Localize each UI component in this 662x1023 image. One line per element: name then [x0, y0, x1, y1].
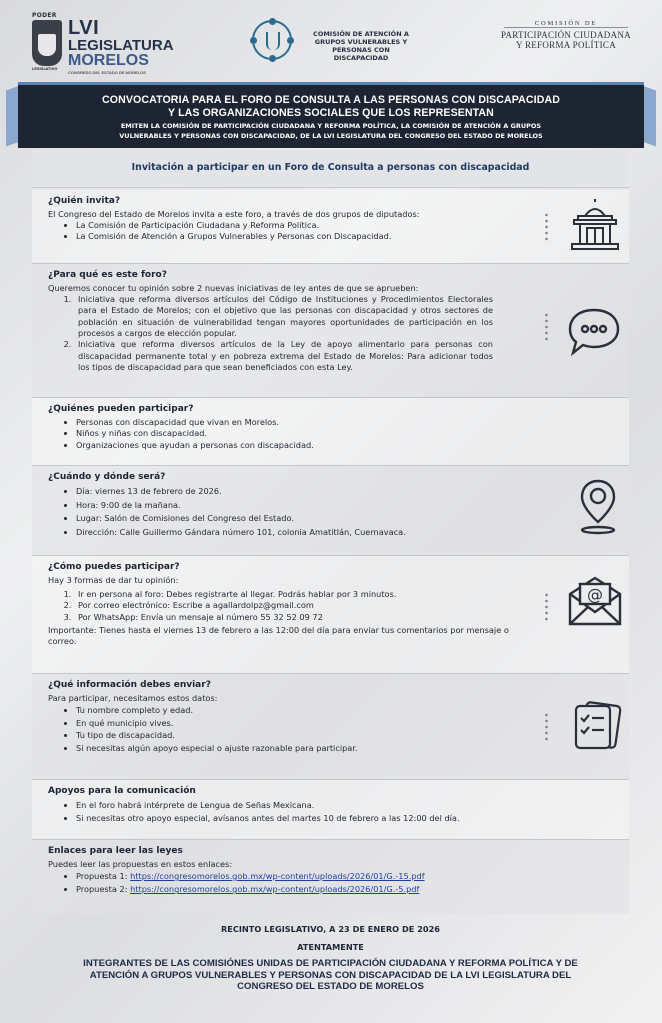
banner-title-line2: Y LAS ORGANIZACIONES SOCIALES QUE LOS REPRESENTAN — [168, 107, 494, 120]
legislature-number: LVI — [68, 17, 100, 39]
dots-divider — [545, 312, 548, 342]
invite-title: Invitación a participar en un Foro de Consulta a personas con discapacidad — [131, 162, 530, 173]
list-item: • Lugar: Salón de Comisiones del Congreso del Estado. — [76, 512, 613, 526]
section-heading: ¿Qué información debes enviar? — [48, 680, 211, 690]
commission-right-line2: Y REFORMA POLÍTICA — [515, 40, 617, 50]
list-item: 2. Por correo electrónico: Escribe a agallardolpz@gmail.com — [74, 600, 613, 611]
place-date: RECINTO LEGISLATIVO, A 23 DE ENERO DE 2026 — [220, 924, 440, 934]
section-heading: ¿Para qué es este foro? — [48, 270, 167, 280]
section-heading: ¿Quién invita? — [48, 196, 121, 206]
list-item: • En el foro habrá intérprete de Lengua de Señas Mexicana. — [76, 799, 613, 812]
commission-right-top: COMISIÓN DE — [534, 20, 598, 27]
signature-block — [32, 924, 629, 993]
email-envelope-icon — [566, 574, 624, 628]
vulnerable-groups-commission-logo — [252, 14, 422, 64]
how-list — [48, 589, 613, 623]
section-law-links — [32, 840, 629, 914]
list-item: • Tu tipo de discapacidad. — [76, 729, 613, 742]
section-heading: Enlaces para leer las leyes — [48, 846, 183, 856]
links-list — [48, 870, 613, 896]
legislature-logo — [32, 12, 174, 75]
signatories: INTEGRANTES DE LAS COMISIÓNES UNIDAS DE PARTICIPACIÓN CIUDADANA Y REFORMA POLÍTICA Y DE ATENCIÓN A GRUPOS VULNERABLES Y PERSONAS CON DISCAPACIDAD DE LA LVI LEGISLATURA DEL CONGRESO DEL ESTADO DE MORELOS — [83, 958, 578, 992]
list-item: • Si necesitas algún apoyo especial o ajuste razonable para participar. — [76, 742, 613, 755]
closing: ATENTAMENTE — [297, 942, 364, 952]
dots-divider — [545, 212, 548, 242]
dots-divider — [545, 712, 548, 742]
section-heading: ¿Quiénes pueden participar? — [48, 404, 194, 414]
section-lead: Hay 3 formas de dar tu opinión: — [48, 575, 179, 585]
inclusion-circle-icon — [252, 20, 292, 60]
purpose-list — [48, 294, 613, 373]
svg-text:@: @ — [587, 585, 603, 604]
proposal-1-link[interactable]: https://congresomorelos.gob.mx/wp-content/uploads/2026/01/G.-15.pdf — [130, 871, 425, 882]
legislature-tagline: CONGRESO DEL ESTADO DE MORELOS — [68, 70, 146, 75]
who-can-list — [48, 417, 613, 451]
section-lead: El Congreso del Estado de Morelos invita a este foro, a través de dos grupos de diputados: — [48, 209, 420, 219]
list-item: 1. Ir en persona al foro: Debes registrarte al llegar. Podrás hablar por 3 minutos. — [74, 589, 613, 600]
list-item: • Personas con discapacidad que vivan en Morelos. — [76, 417, 613, 428]
checklist-icon — [570, 698, 624, 752]
list-item — [76, 870, 613, 883]
banner-title — [18, 94, 644, 120]
list-item: • La Comisión de Participación Ciudadana y Reforma Política. — [76, 220, 613, 231]
list-item: • Hora: 9:00 de la mañana. — [76, 499, 613, 513]
list-item: 1. Iniciativa que reforma diversos artículos del Código de Instituciones y Procedimientos Electorales para el Estado de Morelos; con el objetivo que las personas con discapacidad y otros sectores de población en situación de vulnerabilidad tengan mayores oportunidades de participación en los procesos a cargos de elección popular. — [74, 294, 493, 339]
section-when-where — [32, 466, 629, 556]
deadline-note: Importante: Tienes hasta el viernes 13 de febrero a las 12:00 del día para enviar tus comentarios por mensaje o correo. — [48, 625, 509, 647]
commission-right-line1: PARTICIPACIÓN CIUDADANA — [501, 30, 631, 40]
state-name: MORELOS — [68, 52, 149, 69]
list-item: • Dirección: Calle Guillermo Gándara número 101, colonia Amatitlán, Cuernavaca. — [76, 526, 613, 540]
section-who-invites — [32, 190, 629, 264]
list-item: • En qué municipio vives. — [76, 717, 613, 730]
list-item: • Organizaciones que ayudan a personas con discapacidad. — [76, 440, 613, 451]
section-lead: Puedes leer las propuestas en estos enlaces: — [48, 859, 233, 869]
section-heading: ¿Cómo puedes participar? — [48, 562, 180, 572]
what-list — [48, 704, 613, 755]
section-heading: ¿Cuándo y dónde será? — [48, 472, 166, 482]
proposal-1-label: Propuesta 1: — [76, 871, 131, 882]
vulnerable-commission-name: COMISIÓN DE ATENCIÓN A GRUPOS VULNERABLES Y PERSONAS CON DISCAPACIDAD — [313, 30, 409, 63]
citizen-participation-commission-logo — [496, 20, 636, 50]
section-lead: Para participar, necesitamos estos datos: — [48, 693, 218, 703]
banner-title-line1: CONVOCATORIA PARA EL FORO DE CONSULTA A LAS PERSONAS CON DISCAPACIDAD — [102, 94, 560, 106]
list-item — [76, 883, 613, 896]
section-what-info — [32, 674, 629, 780]
section-how-to-participate — [32, 556, 629, 674]
congress-seal-icon — [32, 20, 62, 66]
section-purpose — [32, 264, 629, 398]
list-item: • La Comisión de Atención a Grupos Vulnerables y Personas con Discapacidad. — [76, 231, 613, 242]
divider — [504, 27, 628, 28]
location-pin-icon — [578, 478, 618, 536]
seal-sub: LEGISLATIVO — [32, 67, 58, 71]
list-item: • Día: viernes 13 de febrero de 2026. — [76, 485, 613, 499]
who-list — [48, 220, 613, 243]
proposal-2-label: Propuesta 2: — [76, 884, 131, 895]
list-item: • Si necesitas otro apoyo especial, avísanos antes del martes 10 de febrero a las 12:00 del día. — [76, 812, 613, 825]
speech-bubble-icon — [566, 306, 622, 358]
page-header — [0, 0, 662, 75]
banner-ribbon-right — [642, 85, 656, 146]
banner-subtitle-line1: EMITEN LA COMISIÓN DE PARTICIPACIÓN CIUDADANA Y REFORMA POLÍTICA, LA COMISIÓN DE ATENCIÓN A GRUPOS — [120, 122, 542, 131]
section-communication-support — [32, 780, 629, 840]
section-who-can-participate — [32, 398, 629, 466]
proposal-2-link[interactable]: https://congresomorelos.gob.mx/wp-content/uploads/2026/01/G.-5.pdf — [130, 884, 420, 895]
banner-subtitle — [18, 122, 644, 141]
legislature-wordmark — [68, 18, 174, 75]
support-list — [48, 799, 613, 825]
when-list — [48, 485, 613, 539]
legislature-word: LEGISLATURA — [68, 37, 174, 54]
banner-subtitle-line2: VULNERABLES Y PERSONAS CON DISCAPACIDAD, DE LA LVI LEGISLATURA DEL CONGRESO DEL ESTADO DE MORELOS — [119, 131, 543, 140]
section-heading: Apoyos para la comunicación — [48, 786, 196, 796]
list-item: 2. Iniciativa que reforma diversos artículos de la Ley de apoyo alimentario para personas con discapacidad permanente total y en pobreza extrema del Estado de Morelos: Para adicionar todos los tipos de discapacidad para que sean beneficiados con esta Ley. — [74, 339, 493, 373]
dots-divider — [545, 592, 548, 622]
title-banner — [18, 82, 644, 148]
list-item: • Niños y niñas con discapacidad. — [76, 428, 613, 439]
seal-label: PODER — [32, 12, 57, 19]
section-lead: Queremos conocer tu opinión sobre 2 nuevas iniciativas de ley antes de que se aprueben: — [48, 283, 419, 293]
building-icon — [568, 198, 622, 254]
list-item: • Tu nombre completo y edad. — [76, 704, 613, 717]
list-item: 3. Por WhatsApp: Envía un mensaje al número 55 32 52 09 72 — [74, 612, 613, 623]
